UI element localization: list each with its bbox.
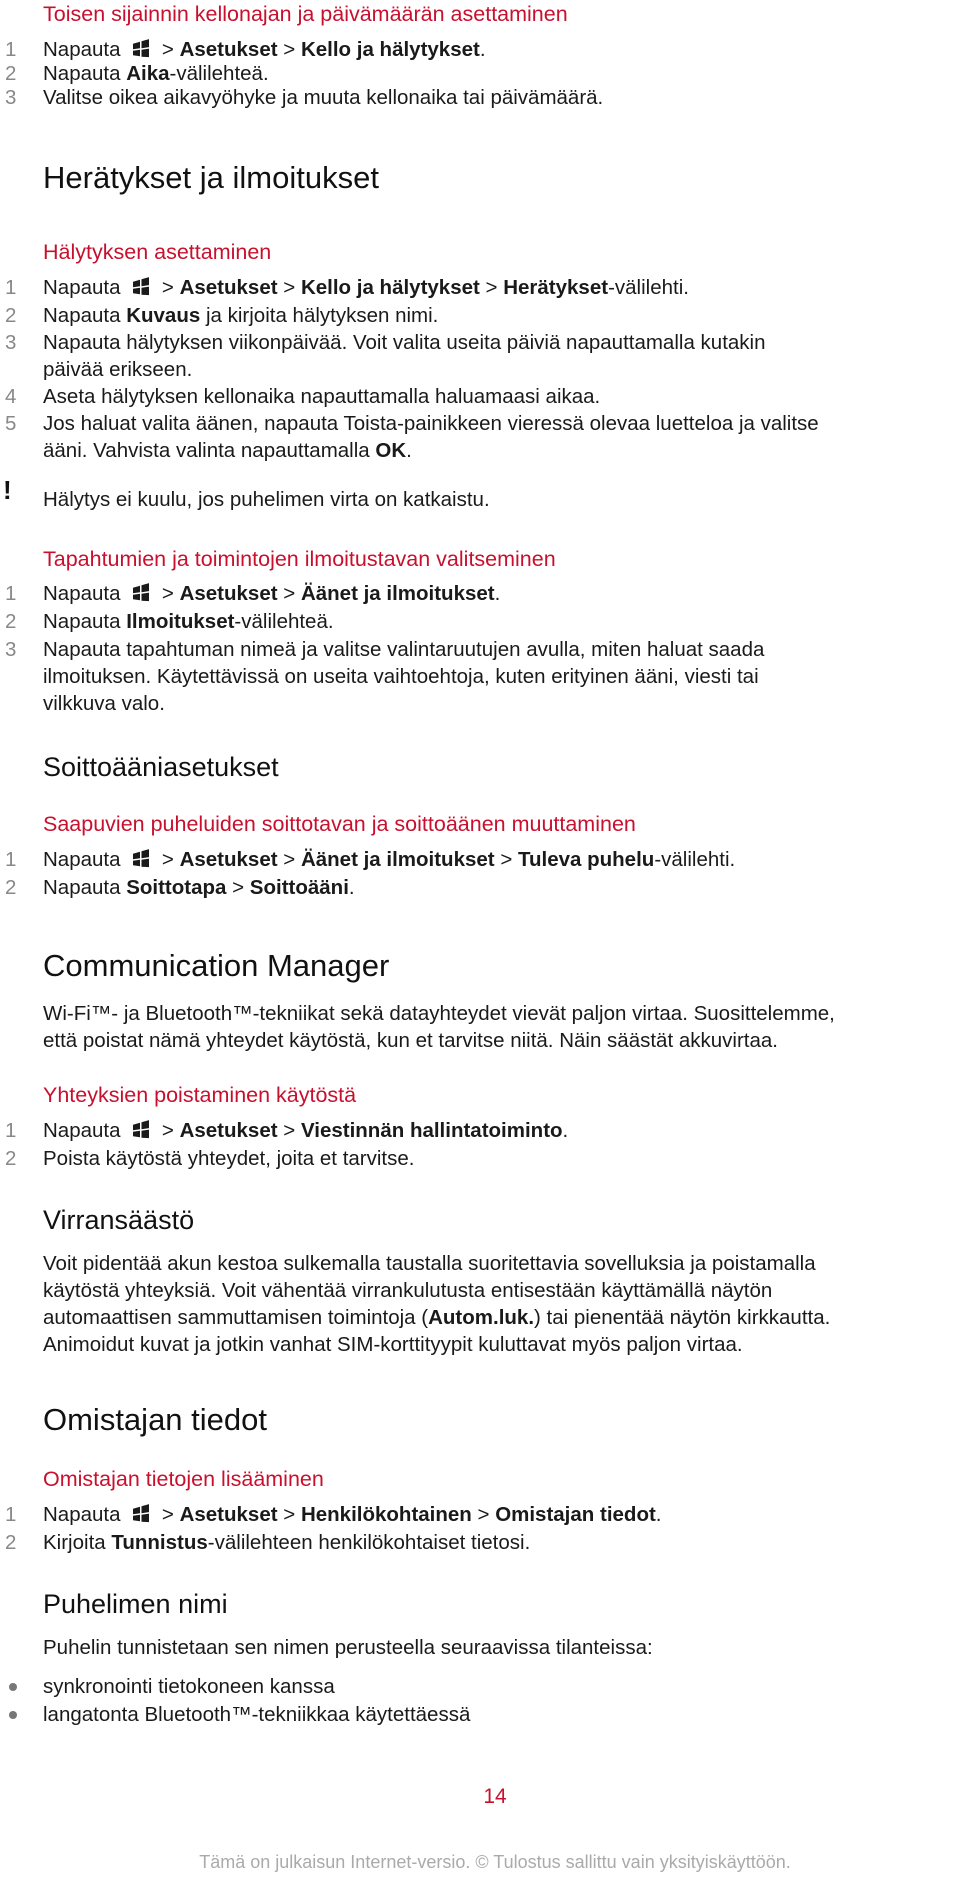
windows-start-icon <box>130 1504 152 1524</box>
bold-term: Tunnistus <box>111 1531 208 1554</box>
page-footer: Tämä on julkaisun Internet-versio. © Tulostus sallittu vain yksityiskäyttöön. <box>199 1852 791 1872</box>
subheading-set-alarm: Hälytyksen asettaminen <box>43 240 272 264</box>
step-text: Jos haluat valita äänen, napauta Toista-painikkeen vieressä olevaa luetteloa ja valitse <box>43 412 819 435</box>
step-number: 1 <box>5 1503 17 1526</box>
step-text: Valitse oikea aikavyöhyke ja muuta kellonaika tai päivämäärä. <box>43 86 604 109</box>
subheading-notifications: Tapahtumien ja toimintojen ilmoitustavan valitseminen <box>43 547 556 571</box>
step-text-continued: vilkkuva valo. <box>43 692 165 715</box>
heading-owner-info: Omistajan tiedot <box>43 1402 267 1437</box>
bold-term: Soittotapa <box>126 876 227 899</box>
bold-term: Asetukset <box>179 276 278 299</box>
bold-term: Kello ja hälytykset <box>300 276 480 299</box>
warning-note: Hälytys ei kuulu, jos puhelimen virta on katkaistu. <box>43 488 490 511</box>
bold-term: Asetukset <box>179 848 278 871</box>
bullet-dot <box>9 1683 17 1691</box>
bold-term: Henkilökohtainen <box>300 1503 472 1526</box>
paragraph-line: Puhelin tunnistetaan sen nimen perusteella seuraavissa tilanteissa: <box>43 1636 653 1659</box>
step-number: 2 <box>5 1531 17 1554</box>
bold-term: Herätykset <box>503 276 609 299</box>
bold-term: Omistajan tiedot <box>495 1503 656 1526</box>
windows-start-icon <box>130 1120 152 1140</box>
step-text: Napauta > Asetukset > Äänet ja ilmoitukset. <box>43 582 501 605</box>
bold-term: Tuleva puhelu <box>518 848 655 871</box>
heading-alarms: Herätykset ja ilmoitukset <box>43 160 379 195</box>
bold-term: Kuvaus <box>126 304 201 327</box>
step-number: 1 <box>5 848 17 871</box>
step-number: 3 <box>5 638 17 661</box>
heading-ringtone-settings: Soittoääniasetukset <box>43 752 279 782</box>
bullet-item: synkronointi tietokoneen kanssa <box>43 1675 335 1698</box>
step-text-continued: ääni. Vahvista valinta napauttamalla OK. <box>43 439 412 462</box>
step-text: Napauta > Asetukset > Kello ja hälytykset > Herätykset-välilehti. <box>43 276 689 299</box>
windows-start-icon <box>130 583 152 603</box>
step-number: 1 <box>5 38 17 61</box>
bold-term: Äänet ja ilmoitukset <box>300 582 495 605</box>
step-text: Napauta Soittotapa > Soittoääni. <box>43 876 355 899</box>
page-number: 14 <box>483 1785 507 1808</box>
paragraph-line: Voit pidentää akun kestoa sulkemalla taustalla suoritettavia sovelluksia ja poistamalla <box>43 1252 816 1275</box>
windows-start-icon <box>130 277 152 297</box>
bold-term: Autom.luk. <box>428 1306 535 1329</box>
bold-term: Asetukset <box>179 1503 278 1526</box>
step-number: 4 <box>5 385 17 408</box>
step-number: 2 <box>5 876 17 899</box>
step-text: Napauta tapahtuman nimeä ja valitse valintaruutujen avulla, miten haluat saada <box>43 638 765 661</box>
subheading-add-owner-info: Omistajan tietojen lisääminen <box>43 1467 324 1491</box>
step-text: Napauta > Asetukset > Henkilökohtainen > Omistajan tiedot. <box>43 1503 662 1526</box>
windows-start-icon <box>130 849 152 869</box>
paragraph-line: automaattisen sammuttamisen toimintoja (Autom.luk.) tai pienentää näytön kirkkautta. <box>43 1306 831 1329</box>
paragraph-line: että poistat nämä yhteydet käytöstä, kun et tarvitse niitä. Näin säästät akkuvirtaa. <box>43 1029 778 1052</box>
step-text: Napauta Aika-välilehteä. <box>43 62 269 85</box>
heading-phone-name: Puhelimen nimi <box>43 1589 228 1619</box>
step-number: 5 <box>5 412 17 435</box>
heading-communication-manager: Communication Manager <box>43 948 390 983</box>
step-text: Napauta > Asetukset > Viestinnän hallintatoiminto. <box>43 1119 569 1142</box>
step-text: Napauta hälytyksen viikonpäivää. Voit valita useita päiviä napauttamalla kutakin <box>43 331 766 354</box>
step-text: Aseta hälytyksen kellonaika napauttamalla haluamaasi aikaa. <box>43 385 601 408</box>
step-number: 2 <box>5 1147 17 1170</box>
paragraph-line: Wi-Fi™- ja Bluetooth™-tekniikat sekä datayhteydet vievät paljon virtaa. Suosittelemme, <box>43 1002 835 1025</box>
warning-mark: ! <box>3 475 12 505</box>
bold-term: Asetukset <box>179 582 278 605</box>
step-text: Napauta Ilmoitukset-välilehteä. <box>43 610 334 633</box>
step-number: 3 <box>5 86 17 109</box>
step-text-continued: ilmoituksen. Käytettävissä on useita vaihtoehtoja, kuten erityinen ääni, viesti tai <box>43 665 759 688</box>
bold-term: Kello ja hälytykset <box>300 38 480 61</box>
step-number: 3 <box>5 331 17 354</box>
bullet-dot <box>9 1711 17 1719</box>
step-text: Napauta > Asetukset > Äänet ja ilmoitukset > Tuleva puhelu-välilehti. <box>43 848 736 871</box>
subheading-ringtone: Saapuvien puheluiden soittotavan ja soittoäänen muuttaminen <box>43 812 636 836</box>
bold-term: Soittoääni <box>249 876 349 899</box>
subheading-disable-connections: Yhteyksien poistaminen käytöstä <box>43 1083 357 1107</box>
bold-term: Äänet ja ilmoitukset <box>300 848 495 871</box>
paragraph-line: käytöstä yhteyksiä. Voit vähentää virrankulutusta entisestään käyttämällä näytön <box>43 1279 773 1302</box>
bold-term: Viestinnän hallintatoiminto <box>300 1119 563 1142</box>
bold-term: Asetukset <box>179 1119 278 1142</box>
step-number: 1 <box>5 276 17 299</box>
paragraph-line: Animoidut kuvat ja jotkin vanhat SIM-korttityypit kuluttavat myös paljon virtaa. <box>43 1333 743 1356</box>
bold-term: Asetukset <box>179 38 278 61</box>
step-text: Napauta Kuvaus ja kirjoita hälytyksen nimi. <box>43 304 439 327</box>
bullet-item: langatonta Bluetooth™-tekniikkaa käytettäessä <box>43 1703 471 1726</box>
step-number: 2 <box>5 610 17 633</box>
step-number: 1 <box>5 1119 17 1142</box>
step-text-continued: päivää erikseen. <box>43 358 193 381</box>
bold-term: Ilmoitukset <box>126 610 235 633</box>
step-text: Kirjoita Tunnistus-välilehteen henkilökohtaiset tietosi. <box>43 1531 531 1554</box>
step-number: 2 <box>5 304 17 327</box>
step-text: Napauta > Asetukset > Kello ja hälytykset. <box>43 38 486 61</box>
step-number: 2 <box>5 62 17 85</box>
bold-term: OK <box>375 439 407 462</box>
step-number: 1 <box>5 582 17 605</box>
bold-term: Aika <box>126 62 170 85</box>
subheading-second-clock: Toisen sijainnin kellonajan ja päivämäärän asettaminen <box>43 2 568 26</box>
step-text: Poista käytöstä yhteydet, joita et tarvitse. <box>43 1147 415 1170</box>
windows-start-icon <box>130 39 152 59</box>
heading-power-saving: Virransäästö <box>43 1205 195 1235</box>
